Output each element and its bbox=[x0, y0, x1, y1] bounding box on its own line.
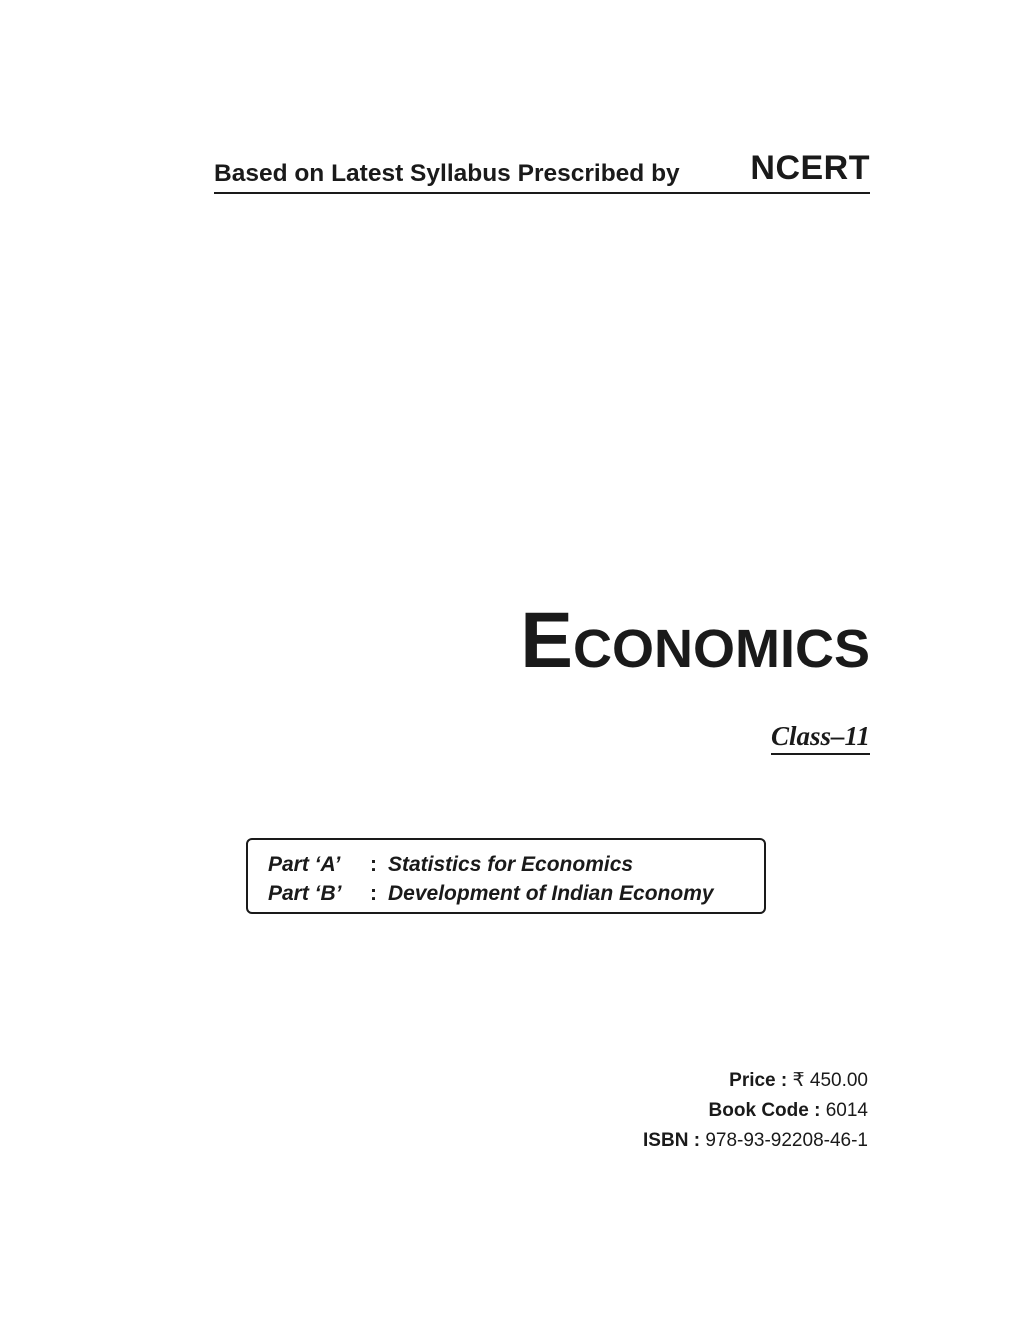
book-code-key: Book Code : bbox=[708, 1100, 821, 1121]
isbn-value: 978-93-92208-46-1 bbox=[705, 1130, 868, 1151]
book-title bbox=[520, 595, 870, 684]
ncert-brand: NCERT bbox=[750, 149, 870, 187]
price-row bbox=[643, 1066, 868, 1096]
isbn-row bbox=[643, 1126, 868, 1156]
part-label: Part ‘B’ bbox=[268, 882, 342, 905]
part-row bbox=[268, 879, 764, 908]
syllabus-header-text: Based on Latest Syllabus Prescribed by bbox=[214, 160, 680, 187]
parts-box bbox=[246, 838, 766, 914]
class-label: Class–11 bbox=[771, 722, 870, 755]
book-code-row bbox=[643, 1096, 868, 1126]
isbn-key: ISBN : bbox=[643, 1130, 701, 1151]
book-meta bbox=[643, 1066, 868, 1156]
part-name: Development of Indian Economy bbox=[388, 882, 714, 905]
part-label: Part ‘A’ bbox=[268, 853, 341, 876]
book-title-rest: CONOMICS bbox=[573, 619, 870, 679]
part-colon: : bbox=[370, 853, 377, 876]
price-key: Price : bbox=[729, 1070, 788, 1091]
part-row bbox=[268, 850, 764, 879]
part-colon: : bbox=[370, 882, 377, 905]
price-value: ₹ 450.00 bbox=[792, 1070, 868, 1091]
book-title-initial: E bbox=[520, 595, 573, 684]
syllabus-header bbox=[214, 149, 870, 194]
book-code-value: 6014 bbox=[825, 1100, 868, 1121]
part-name: Statistics for Economics bbox=[388, 853, 634, 876]
